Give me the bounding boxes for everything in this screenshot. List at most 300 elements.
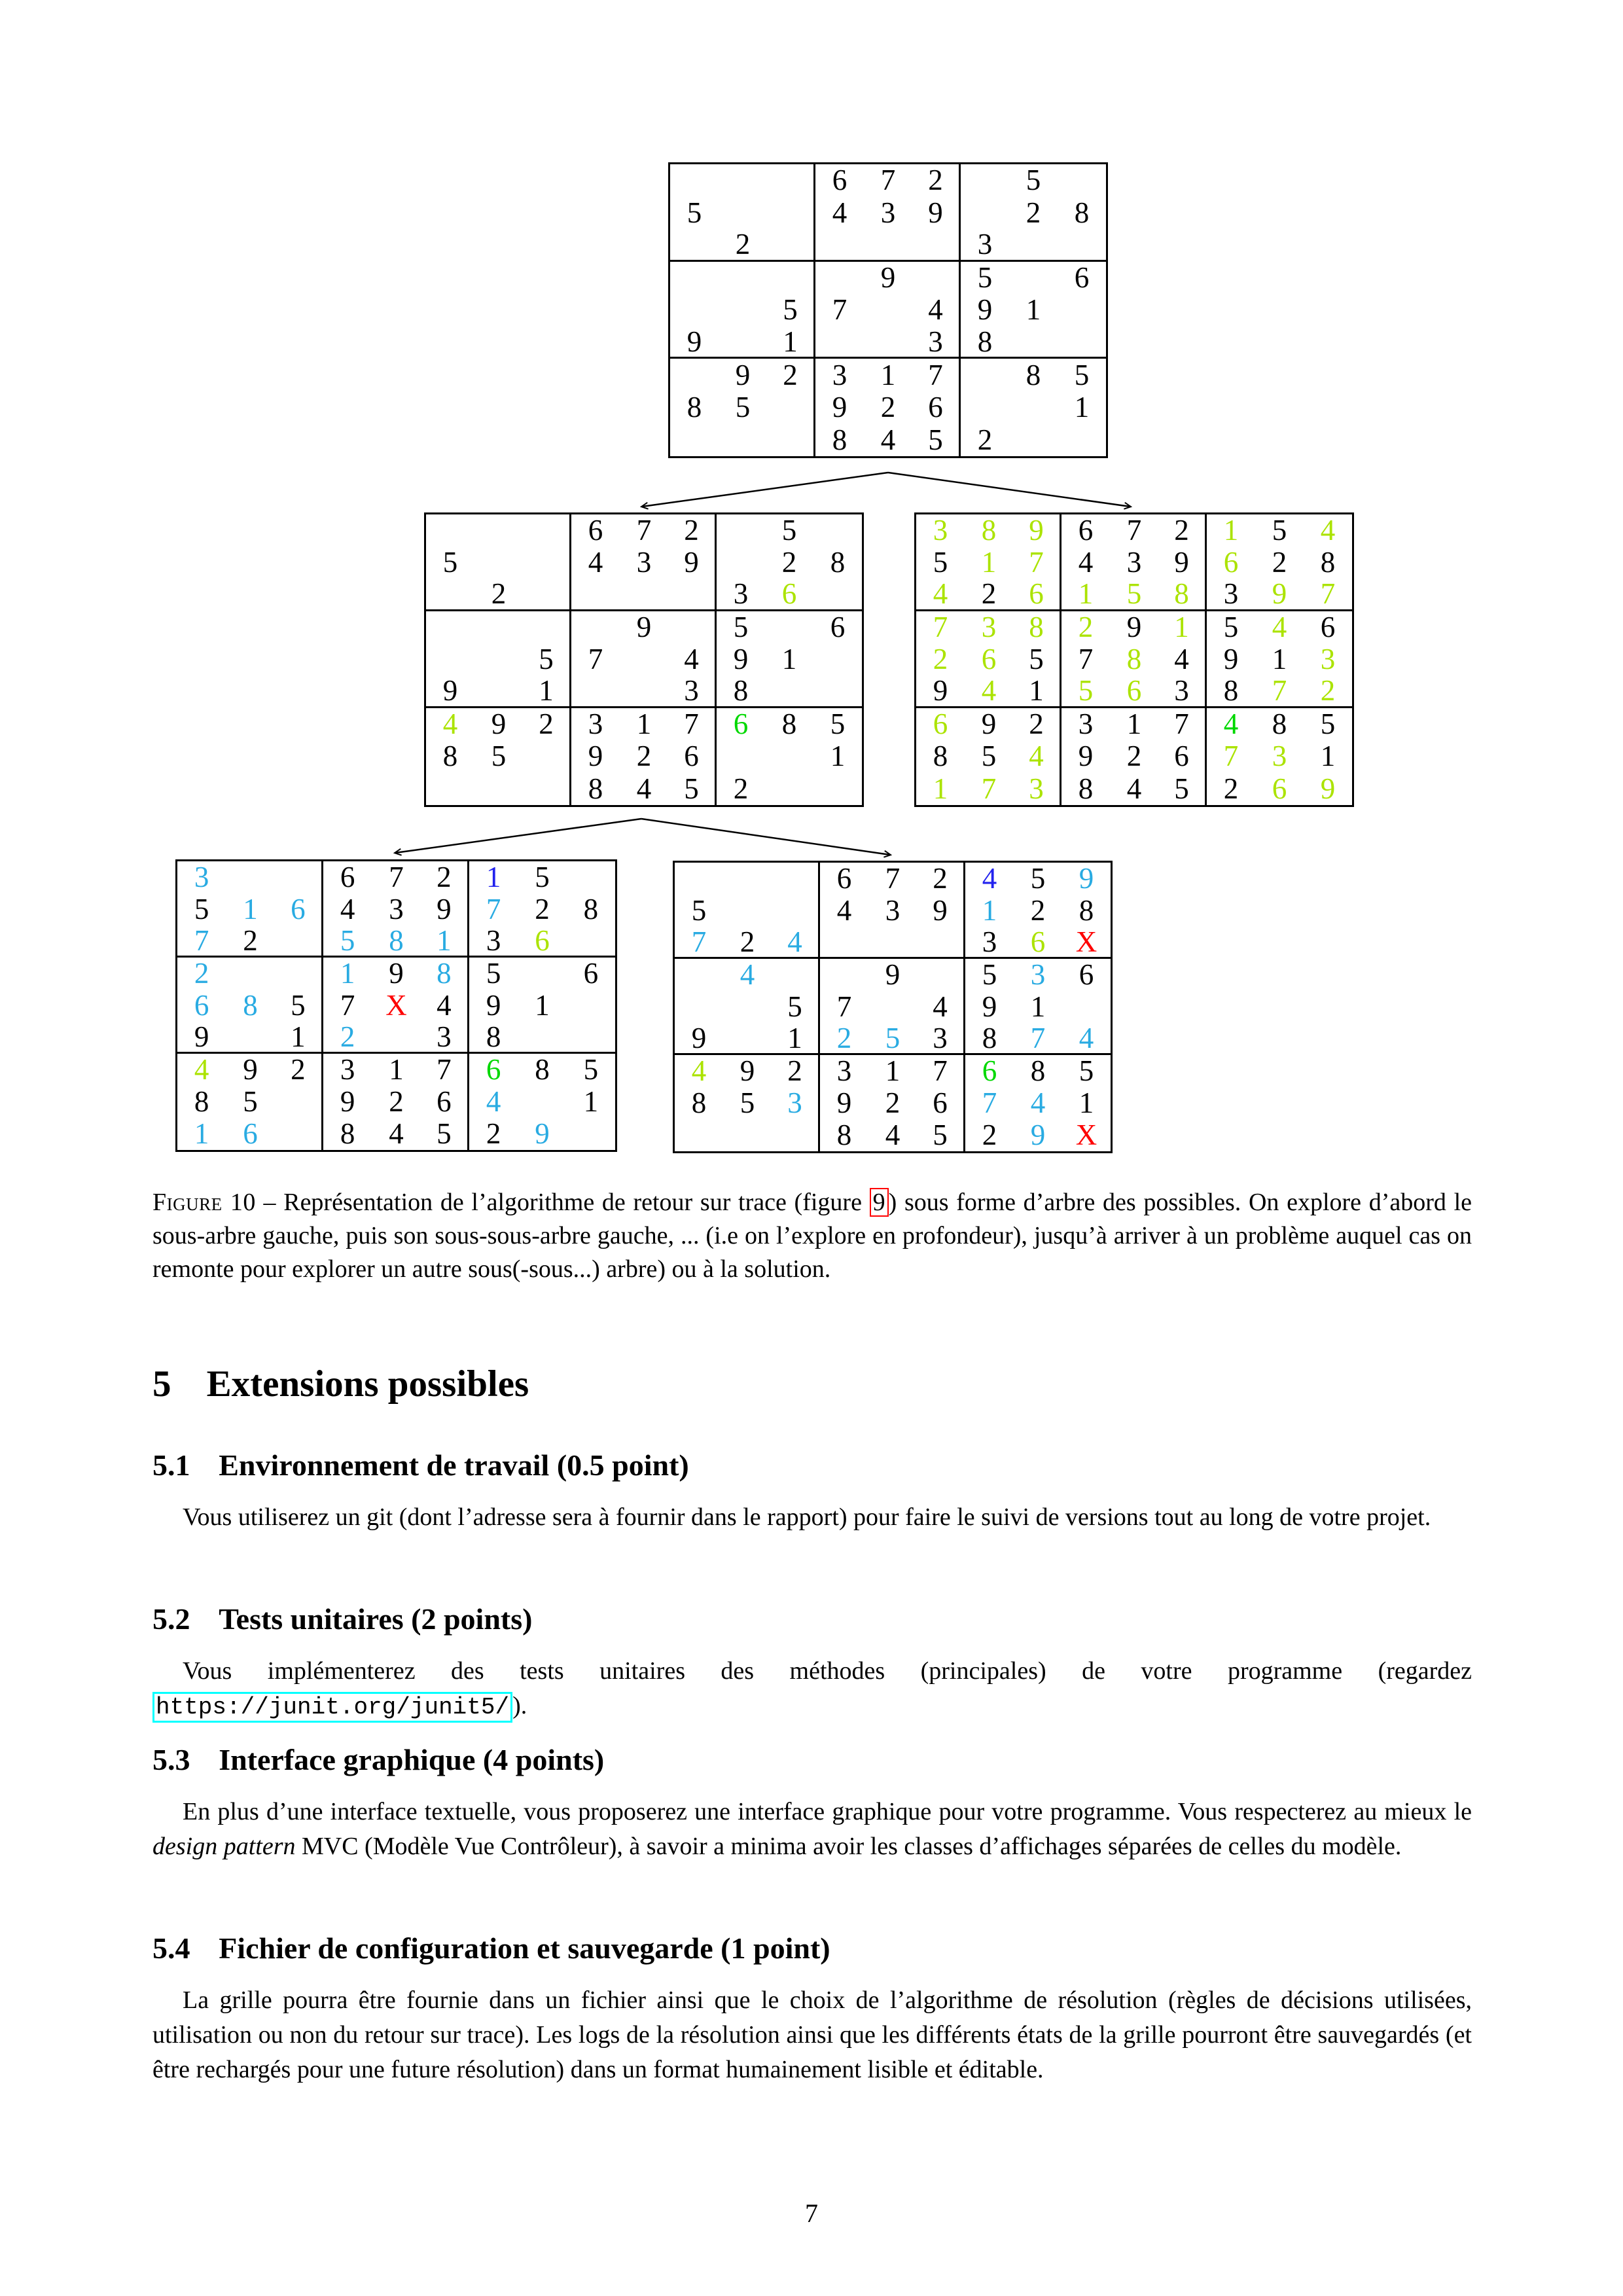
sudoku-cell: 5: [491, 740, 507, 773]
sudoku-cell: 7: [675, 927, 723, 959]
sudoku-cell: 3: [880, 196, 896, 229]
sudoku-cell: [917, 927, 965, 959]
sudoku-cell: 9: [1158, 547, 1207, 579]
subsection-number-52: 5.2: [152, 1602, 190, 1636]
sudoku-cell: [523, 547, 571, 579]
sudoku-cell: 6: [981, 643, 997, 676]
sudoku-cell: 9: [1126, 611, 1142, 644]
sudoku-cell: 3: [717, 579, 765, 611]
sudoku-cell: 5: [421, 1118, 469, 1150]
sudoku-cell: [523, 514, 571, 547]
sudoku-cell: [717, 514, 765, 547]
sudoku-cell: [620, 676, 668, 708]
sudoku-cell: 4: [1062, 1023, 1111, 1055]
sudoku-cell: [620, 643, 668, 675]
sudoku-cell: 4: [740, 958, 755, 991]
sudoku-cell: 9: [421, 893, 469, 925]
sudoku-cell: 1: [636, 708, 652, 741]
sudoku-cell: 9: [1079, 862, 1094, 895]
sudoku-cell: 8: [1078, 772, 1094, 805]
sudoku-cell: 5: [1061, 676, 1110, 708]
sudoku-cell: 6: [421, 1086, 469, 1118]
sudoku-cell: 3: [981, 611, 997, 644]
sudoku-cell: 2: [772, 1055, 820, 1087]
sudoku-cell: 4: [836, 894, 852, 927]
sudoku-cell: X: [385, 989, 407, 1022]
sudoku-cell: 3: [1320, 643, 1336, 676]
sudoku-cell: [719, 294, 767, 327]
sudoku-cell: 3: [340, 1053, 355, 1086]
sudoku-cell: 2: [486, 1117, 501, 1150]
sudoku-cell: [670, 294, 719, 327]
sudoku-cell: [723, 863, 772, 895]
sudoku-cell: 1: [486, 861, 501, 893]
paragraph-51: Vous utiliserez un git (dont l’adresse sera à fournir dans le rapport) pour faire le suivi de versions tout au long de votre projet.: [183, 1503, 1431, 1531]
sudoku-cell: [474, 676, 523, 708]
sudoku-cell: [864, 229, 912, 262]
sudoku-cell: 2: [767, 359, 815, 391]
sudoku-cell: 3: [1013, 773, 1061, 805]
paragraph-53-text-after: MVC (Modèle Vue Contrôleur), à savoir a minima avoir les classes d’affichages séparées de celles du modèle.: [295, 1833, 1402, 1860]
sudoku-cell: 7: [885, 862, 901, 895]
sudoku-cell: 3: [885, 894, 901, 927]
sudoku-cell: 3: [194, 861, 209, 893]
sudoku-cell: 5: [917, 1119, 965, 1151]
subsection-heading-51: [152, 1448, 689, 1482]
sudoku-cell: 4: [916, 579, 965, 611]
sudoku-cell: 6: [933, 708, 948, 741]
sudoku-cell: 8: [830, 546, 846, 579]
sudoku-cell: [1058, 164, 1106, 197]
sudoku-cell: 4: [1078, 546, 1094, 579]
sudoku-cell: [717, 740, 765, 772]
sudoku-cell: 7: [1304, 579, 1352, 611]
sudoku-cell: [820, 959, 868, 991]
section-heading: [152, 1363, 529, 1405]
sudoku-cell: 5: [535, 861, 550, 893]
sudoku-grid-root: [668, 162, 1108, 458]
sudoku-cell: 9: [916, 676, 965, 708]
sudoku-cell: 6: [1158, 740, 1207, 772]
sudoku-cell: 7: [933, 611, 948, 644]
sudoku-cell: 8: [832, 423, 847, 456]
sudoku-cell: 4: [912, 294, 961, 327]
sudoku-cell: 7: [421, 1054, 469, 1086]
sudoku-cell: 9: [491, 708, 507, 741]
sudoku-cell: 5: [687, 196, 702, 229]
sudoku-cell: 2: [1272, 546, 1287, 579]
subsection-title-52: Tests unitaires (2 points): [219, 1602, 533, 1636]
sudoku-cell: 8: [1158, 579, 1207, 611]
subsection-heading-52: [152, 1602, 532, 1636]
sudoku-cell: 1: [194, 1117, 209, 1150]
sudoku-cell: 1: [1320, 740, 1336, 773]
sudoku-cell: 8: [691, 1086, 707, 1119]
sudoku-cell: 9: [668, 547, 717, 579]
sudoku-cell: 2: [965, 579, 1013, 611]
sudoku-cell: 4: [691, 1054, 707, 1087]
sudoku-cell: [1009, 391, 1058, 424]
sudoku-cell: 5: [442, 546, 458, 579]
sudoku-cell: 8: [442, 740, 458, 773]
sudoku-cell: [675, 991, 723, 1023]
arrow-root-to-left: [642, 473, 888, 507]
sudoku-cell: [815, 262, 864, 295]
sudoku-cell: 6: [583, 957, 599, 990]
sudoku-cell: 2: [917, 863, 965, 895]
sudoku-cell: [226, 861, 274, 893]
sudoku-cell: 2: [733, 772, 749, 805]
sudoku-cell: 1: [1026, 293, 1041, 327]
sudoku-cell: [474, 611, 523, 643]
sudoku-cell: 5: [243, 1085, 258, 1118]
sudoku-cell: [474, 514, 523, 547]
sudoku-cell: [813, 579, 862, 611]
sudoku-cell: 6: [486, 1053, 501, 1086]
paragraph-53: [152, 1795, 1472, 1864]
sudoku-cell: 6: [912, 391, 961, 424]
sudoku-cell: 6: [1014, 927, 1062, 959]
sudoku-cell: 6: [518, 925, 566, 958]
sudoku-cell: 2: [1026, 196, 1041, 229]
sudoku-cell: 2: [1030, 894, 1046, 927]
sudoku-cell: 7: [981, 772, 997, 805]
sudoku-cell: X: [1075, 1119, 1097, 1151]
sudoku-cell: 8: [194, 1085, 209, 1118]
sudoku-grid-left-child: [424, 512, 864, 807]
sudoku-cell: 7: [917, 1055, 965, 1087]
sudoku-cell: [567, 1022, 615, 1054]
sudoku-cell: 8: [1074, 196, 1090, 229]
figure-caption-label: Figure 10: [152, 1189, 256, 1216]
sudoku-cell: 2: [723, 927, 772, 959]
sudoku-cell: 1: [767, 327, 815, 359]
sudoku-grid-left-right-child: [673, 861, 1113, 1153]
sudoku-cell: [1009, 229, 1058, 262]
sudoku-cell: 3: [1158, 676, 1207, 708]
sudoku-cell: [275, 958, 323, 990]
design-pattern-italic: design pattern: [152, 1833, 296, 1860]
sudoku-cell: [620, 579, 668, 611]
sudoku-cell: [567, 925, 615, 958]
sudoku-cell: [1009, 423, 1058, 456]
sudoku-cell: 8: [340, 1117, 355, 1150]
sudoku-cell: [275, 1118, 323, 1150]
sudoku-cell: [571, 611, 620, 643]
sudoku-cell: [668, 579, 717, 611]
sudoku-cell: 9: [880, 260, 896, 294]
sudoku-cell: 4: [772, 927, 820, 959]
sudoku-cell: 7: [636, 514, 652, 547]
sudoku-cell: 8: [1126, 643, 1142, 676]
sudoku-cell: [723, 895, 772, 927]
sudoku-cell: 9: [243, 1053, 258, 1086]
sudoku-cell: [426, 643, 474, 675]
sudoku-cell: 6: [1320, 611, 1336, 644]
sudoku-cell: 5: [1026, 164, 1041, 197]
sudoku-cell: 5: [981, 740, 997, 773]
sudoku-cell: [571, 676, 620, 708]
sudoku-cell: 4: [982, 862, 997, 895]
sudoku-cell: [668, 611, 717, 643]
sudoku-cell: 2: [636, 740, 652, 773]
sudoku-cell: [765, 676, 813, 708]
sudoku-cell: 2: [1158, 514, 1207, 547]
sudoku-cell: 7: [1223, 740, 1239, 773]
sudoku-cell: [765, 740, 813, 772]
sudoku-cell: 2: [719, 229, 767, 262]
sudoku-cell: 6: [832, 164, 847, 197]
sudoku-cell: [523, 611, 571, 643]
sudoku-cell: [719, 262, 767, 295]
sudoku-cell: [670, 164, 719, 197]
sudoku-cell: 5: [275, 990, 323, 1022]
sudoku-cell: [670, 423, 719, 456]
sudoku-cell: [820, 927, 868, 959]
paragraph-52-text-before: Vous implémenterez des tests unitaires des méthodes (principales) de votre programme (regardez: [183, 1657, 1472, 1685]
sudoku-cell: 6: [733, 708, 749, 741]
sudoku-cell: 6: [982, 1054, 997, 1087]
sudoku-cell: 9: [740, 1054, 755, 1087]
sudoku-cell: 8: [717, 676, 765, 708]
sudoku-cell: 4: [880, 423, 896, 456]
sudoku-cell: 2: [275, 1054, 323, 1086]
sudoku-cell: [767, 164, 815, 197]
sudoku-cell: [518, 958, 566, 990]
sudoku-cell: [226, 958, 274, 990]
sudoku-cell: 5: [583, 1053, 599, 1086]
sudoku-cell: 4: [917, 991, 965, 1023]
sudoku-cell: 2: [820, 1023, 868, 1055]
sudoku-cell: 5: [486, 957, 501, 990]
sudoku-cell: 9: [733, 643, 749, 676]
sudoku-cell: [961, 359, 1009, 391]
sudoku-cell: 4: [832, 196, 847, 229]
sudoku-cell: 1: [981, 546, 997, 579]
sudoku-cell: 5: [912, 423, 961, 456]
sudoku-cell: 2: [389, 1085, 404, 1118]
sudoku-cell: [813, 676, 862, 708]
sudoku-cell: [567, 990, 615, 1022]
sudoku-cell: [523, 740, 571, 772]
sudoku-cell: 2: [194, 957, 209, 990]
sudoku-cell: 5: [1272, 514, 1287, 547]
sudoku-cell: 8: [1079, 894, 1094, 927]
sudoku-cell: 1: [1013, 676, 1061, 708]
sudoku-cell: 1: [1126, 708, 1142, 741]
sudoku-cell: 9: [675, 1023, 723, 1055]
sudoku-cell: 6: [1223, 546, 1239, 579]
sudoku-cell: 5: [830, 708, 846, 741]
subsection-heading-54: [152, 1931, 830, 1965]
sudoku-cell: [1062, 991, 1111, 1023]
sudoku-cell: 2: [1304, 676, 1352, 708]
sudoku-cell: [719, 197, 767, 230]
sudoku-cell: [670, 229, 719, 262]
sudoku-cell: 7: [1255, 676, 1304, 708]
page-number: 7: [805, 2198, 818, 2228]
sudoku-cell: 7: [1013, 547, 1061, 579]
sudoku-cell: 6: [243, 1117, 258, 1150]
sudoku-cell: 4: [1272, 611, 1287, 644]
sudoku-cell: 9: [977, 293, 993, 327]
sudoku-cell: 1: [982, 894, 997, 927]
sudoku-cell: 8: [781, 708, 797, 741]
sudoku-cell: [426, 514, 474, 547]
sudoku-cell: [1058, 423, 1106, 456]
sudoku-cell: 7: [880, 164, 896, 197]
sudoku-cell: [912, 229, 961, 262]
sudoku-cell: [275, 861, 323, 893]
sudoku-cell: 1: [1223, 514, 1239, 547]
sudoku-cell: 9: [981, 708, 997, 741]
sudoku-cell: 8: [687, 391, 702, 424]
sudoku-cell: [426, 773, 474, 805]
sudoku-cell: 1: [880, 358, 896, 391]
sudoku-cell: 2: [1126, 740, 1142, 773]
sudoku-cell: 2: [977, 423, 993, 456]
sudoku-cell: 5: [772, 991, 820, 1023]
sudoku-cell: 2: [781, 546, 797, 579]
sudoku-cell: [675, 959, 723, 991]
sudoku-cell: 8: [1272, 708, 1287, 741]
sudoku-cell: 5: [933, 546, 948, 579]
sudoku-cell: [567, 861, 615, 893]
sudoku-cell: 9: [1030, 1119, 1046, 1151]
sudoku-cell: 8: [372, 925, 420, 958]
sudoku-cell: 1: [781, 643, 797, 676]
sudoku-cell: 2: [880, 391, 896, 424]
sudoku-cell: [1009, 262, 1058, 295]
sudoku-cell: 5: [1110, 579, 1158, 611]
sudoku-cell: 9: [1255, 579, 1304, 611]
sudoku-cell: 2: [226, 925, 274, 958]
sudoku-cell: 2: [323, 1022, 372, 1054]
sudoku-cell: [719, 327, 767, 359]
sudoku-cell: 3: [961, 229, 1009, 262]
sudoku-cell: 5: [733, 611, 749, 644]
arrow-root-to-right: [888, 473, 1130, 507]
sudoku-cell: 3: [1030, 958, 1046, 991]
sudoku-cell: [813, 773, 862, 805]
sudoku-cell: 5: [977, 260, 993, 294]
sudoku-cell: [813, 514, 862, 547]
paragraph-52-text-after: ).: [512, 1692, 527, 1719]
sudoku-cell: 9: [588, 740, 603, 773]
sudoku-grid-left-left-child: [175, 859, 617, 1152]
figure-reference-link[interactable]: 9: [870, 1188, 889, 1217]
sudoku-cell: 1: [772, 1023, 820, 1055]
sudoku-cell: 4: [442, 708, 458, 741]
sudoku-cell: 2: [668, 514, 717, 547]
sudoku-cell: 9: [982, 990, 997, 1023]
sudoku-cell: [961, 197, 1009, 230]
sudoku-cell: 8: [469, 1022, 518, 1054]
sudoku-cell: 5: [194, 893, 209, 925]
sudoku-cell: 8: [588, 772, 603, 805]
section-number: 5: [152, 1363, 171, 1405]
sudoku-cell: 5: [735, 391, 751, 424]
sudoku-cell: X: [1062, 927, 1111, 959]
sudoku-cell: 5: [1074, 358, 1090, 391]
sudoku-cell: 1: [830, 740, 846, 773]
sudoku-cell: 6: [588, 514, 603, 547]
sudoku-cell: 5: [767, 294, 815, 327]
sudoku-cell: 2: [1223, 772, 1239, 805]
sudoku-cell: 1: [275, 1022, 323, 1054]
sudoku-cell: [1058, 294, 1106, 327]
sudoku-cell: 5: [982, 958, 997, 991]
sudoku-cell: [670, 262, 719, 295]
sudoku-cell: 9: [885, 958, 901, 991]
arrow-left-to-leftleft: [395, 819, 641, 853]
sudoku-cell: [772, 1119, 820, 1151]
sudoku-cell: 2: [523, 708, 571, 740]
sudoku-cell: 6: [1079, 958, 1094, 991]
sudoku-cell: 6: [340, 861, 355, 893]
sudoku-cell: 9: [389, 957, 404, 990]
sudoku-cell: 9: [832, 391, 847, 424]
sudoku-cell: 9: [636, 611, 652, 644]
sudoku-cell: 5: [781, 514, 797, 547]
sudoku-cell: 4: [1030, 1086, 1046, 1119]
figure-caption-text-after: ) sous forme d’arbre des possibles. On explore d’abord le sous-arbre gauche, puis son sous-sous-arbre gauche, ... (i.e on l’explore en profondeur), jusqu’à arriver à un problème auquel cas on remonte pour explorer un autre sous(-sous...) arbre) ou à la solution.: [152, 1189, 1472, 1283]
sudoku-cell: 1: [583, 1085, 599, 1118]
sudoku-cell: 1: [1272, 643, 1287, 676]
sudoku-cell: 7: [177, 925, 226, 958]
sudoku-cell: 6: [830, 611, 846, 644]
sudoku-cell: 4: [636, 772, 652, 805]
sudoku-cell: 3: [933, 514, 948, 547]
sudoku-cell: [717, 547, 765, 579]
sudoku-cell: 9: [836, 1086, 852, 1119]
sudoku-cell: 2: [1013, 708, 1061, 740]
sudoku-cell: 1: [523, 676, 571, 708]
sudoku-cell: 9: [912, 197, 961, 230]
sudoku-cell: [226, 1022, 274, 1054]
sudoku-cell: 8: [1030, 1054, 1046, 1087]
sudoku-cell: 6: [1078, 514, 1094, 547]
sudoku-cell: 9: [486, 989, 501, 1022]
sudoku-cell: 3: [469, 925, 518, 958]
sudoku-cell: 4: [1126, 772, 1142, 805]
sudoku-cell: [523, 773, 571, 805]
subsection-number-54: 5.4: [152, 1931, 190, 1965]
sudoku-cell: 7: [389, 861, 404, 893]
sudoku-cell: 9: [177, 1022, 226, 1054]
sudoku-cell: 4: [1013, 740, 1061, 772]
figure-caption-dash: –: [255, 1189, 284, 1216]
sudoku-cell: 5: [1030, 862, 1046, 895]
junit-url-link[interactable]: https://junit.org/junit5/: [152, 1692, 512, 1723]
sudoku-cell: 7: [832, 293, 847, 327]
sudoku-cell: 9: [670, 327, 719, 359]
sudoku-cell: 7: [588, 643, 603, 676]
sudoku-cell: 8: [981, 514, 997, 547]
sudoku-cell: 4: [421, 990, 469, 1022]
sudoku-cell: 4: [340, 893, 355, 925]
sudoku-cell: [675, 863, 723, 895]
sudoku-cell: 4: [1158, 643, 1207, 675]
sudoku-cell: 8: [1026, 358, 1041, 391]
sudoku-cell: 8: [583, 893, 599, 925]
sudoku-cell: 2: [474, 579, 523, 611]
sudoku-cell: [523, 579, 571, 611]
sudoku-cell: [567, 1118, 615, 1150]
sudoku-cell: 4: [1320, 514, 1336, 547]
sudoku-cell: [767, 262, 815, 295]
sudoku-cell: 8: [965, 1023, 1014, 1055]
